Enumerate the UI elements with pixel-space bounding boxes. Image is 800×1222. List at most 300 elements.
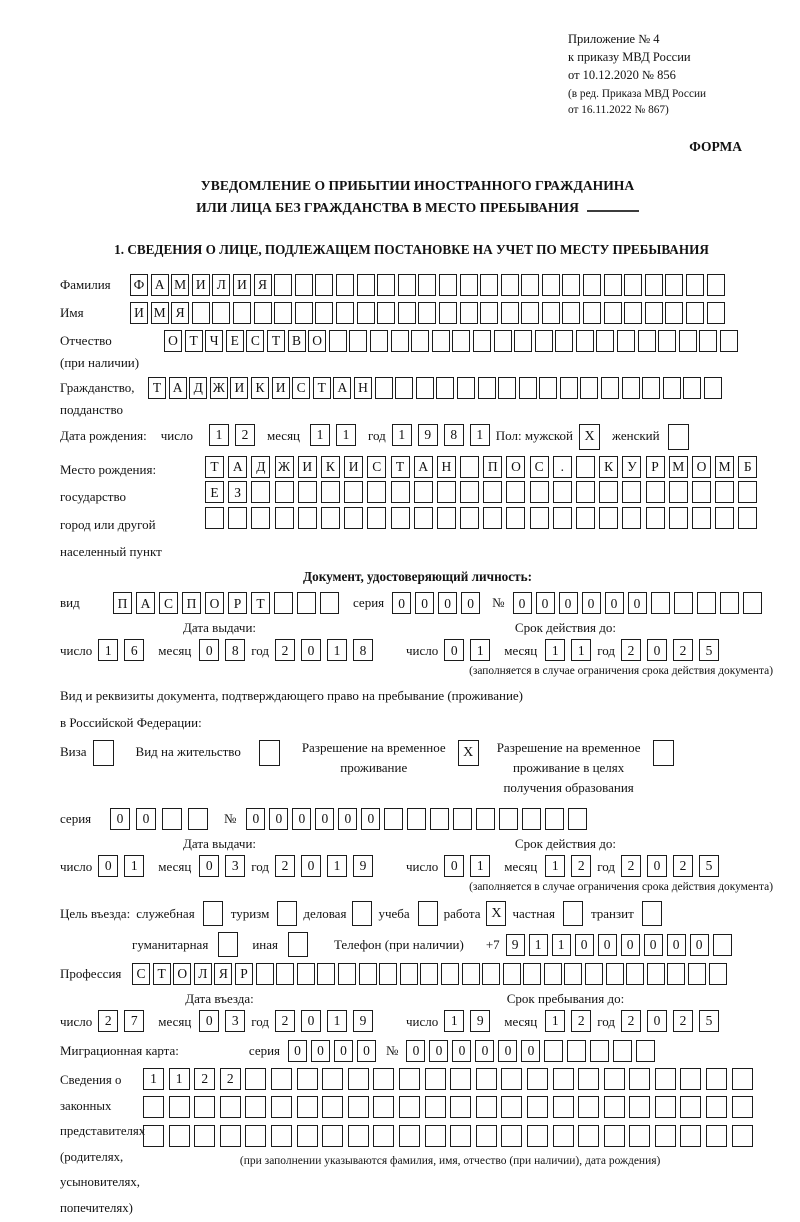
cell[interactable] <box>457 377 475 399</box>
cell[interactable] <box>646 481 665 503</box>
cell[interactable] <box>732 1096 753 1118</box>
issue-day-cells[interactable] <box>98 639 150 661</box>
cell[interactable]: 0 <box>621 934 640 956</box>
cell[interactable] <box>460 274 478 296</box>
cell[interactable]: Р <box>235 963 253 985</box>
cell[interactable] <box>338 963 356 985</box>
cell[interactable] <box>483 481 502 503</box>
cell[interactable] <box>377 274 395 296</box>
cell[interactable] <box>651 592 670 614</box>
cell[interactable] <box>692 507 711 529</box>
cell[interactable] <box>629 1125 650 1147</box>
cell[interactable] <box>568 808 587 830</box>
cell[interactable] <box>663 377 681 399</box>
cell[interactable]: 1 <box>470 424 490 446</box>
cell[interactable]: 1 <box>571 639 591 661</box>
cell[interactable]: Т <box>313 377 331 399</box>
cell[interactable] <box>707 302 725 324</box>
cell[interactable] <box>418 274 436 296</box>
cell[interactable]: 2 <box>571 1010 591 1032</box>
cell[interactable] <box>692 481 711 503</box>
cell[interactable] <box>655 1096 676 1118</box>
cell[interactable] <box>707 274 725 296</box>
cell[interactable]: 0 <box>429 1040 448 1062</box>
purpose-official-checkbox[interactable] <box>203 901 223 926</box>
expiry-day-cells[interactable] <box>444 639 496 661</box>
birth-month-cells[interactable] <box>310 424 362 446</box>
cell[interactable] <box>460 507 479 529</box>
cell[interactable]: 0 <box>575 934 594 956</box>
purpose-private-checkbox[interactable] <box>563 901 583 926</box>
cell[interactable]: Л <box>212 274 230 296</box>
cell[interactable]: Ж <box>210 377 228 399</box>
cell[interactable]: 0 <box>110 808 130 830</box>
cell[interactable]: 1 <box>327 639 347 661</box>
cell[interactable]: 8 <box>444 424 464 446</box>
doc-series-cells[interactable] <box>392 592 484 614</box>
cell[interactable] <box>578 1125 599 1147</box>
cell[interactable]: . <box>553 456 572 478</box>
cell[interactable] <box>629 1096 650 1118</box>
cell[interactable]: 9 <box>353 1010 373 1032</box>
cell[interactable] <box>542 274 560 296</box>
cell[interactable] <box>522 808 541 830</box>
cell[interactable] <box>359 963 377 985</box>
cell[interactable]: И <box>233 274 251 296</box>
temp-residence-edu-checkbox[interactable] <box>653 740 674 766</box>
cell[interactable] <box>220 1125 241 1147</box>
representatives-cells-row3[interactable] <box>143 1125 757 1147</box>
cell[interactable] <box>514 330 532 352</box>
cell[interactable] <box>336 302 354 324</box>
cell[interactable]: Н <box>354 377 372 399</box>
cell[interactable] <box>476 1068 497 1090</box>
cell[interactable] <box>706 1096 727 1118</box>
sex-female-checkbox[interactable] <box>668 424 689 450</box>
cell[interactable]: О <box>205 592 224 614</box>
cell[interactable]: 0 <box>415 592 434 614</box>
cell[interactable]: 0 <box>338 808 357 830</box>
cell[interactable]: 0 <box>461 592 480 614</box>
cell[interactable] <box>601 377 619 399</box>
cell[interactable]: 0 <box>311 1040 330 1062</box>
cell[interactable]: 0 <box>288 1040 307 1062</box>
cell[interactable] <box>553 1125 574 1147</box>
cell[interactable]: С <box>367 456 386 478</box>
cell[interactable]: 0 <box>513 592 532 614</box>
cell[interactable]: 0 <box>301 1010 321 1032</box>
expiry-month-cells[interactable] <box>545 855 597 877</box>
cell[interactable] <box>530 507 549 529</box>
cell[interactable] <box>315 274 333 296</box>
cell[interactable] <box>321 481 340 503</box>
cell[interactable] <box>298 481 317 503</box>
cell[interactable] <box>674 592 693 614</box>
cell[interactable]: 1 <box>327 1010 347 1032</box>
cell[interactable] <box>391 507 410 529</box>
cell[interactable]: 0 <box>269 808 288 830</box>
cell[interactable] <box>539 377 557 399</box>
cell[interactable]: 0 <box>246 808 265 830</box>
cell[interactable] <box>398 302 416 324</box>
cell[interactable]: 1 <box>545 855 565 877</box>
cell[interactable]: 5 <box>699 1010 719 1032</box>
cell[interactable] <box>523 963 541 985</box>
cell[interactable]: 2 <box>194 1068 215 1090</box>
cell[interactable] <box>555 330 573 352</box>
cell[interactable]: 2 <box>621 639 641 661</box>
cell[interactable]: 2 <box>673 855 693 877</box>
cell[interactable] <box>519 377 537 399</box>
cell[interactable] <box>373 1068 394 1090</box>
cell[interactable]: 1 <box>392 424 412 446</box>
cell[interactable] <box>665 302 683 324</box>
cell[interactable]: А <box>151 274 169 296</box>
cell[interactable] <box>254 302 272 324</box>
cell[interactable] <box>715 507 734 529</box>
cell[interactable]: 2 <box>275 1010 295 1032</box>
cell[interactable] <box>606 963 624 985</box>
cell[interactable] <box>642 377 660 399</box>
cell[interactable]: 2 <box>673 1010 693 1032</box>
cell[interactable]: П <box>182 592 201 614</box>
cell[interactable] <box>251 481 270 503</box>
cell[interactable]: П <box>483 456 502 478</box>
cell[interactable] <box>645 302 663 324</box>
cell[interactable] <box>375 377 393 399</box>
cell[interactable]: И <box>230 377 248 399</box>
cell[interactable] <box>647 963 665 985</box>
cell[interactable] <box>194 1096 215 1118</box>
cell[interactable] <box>713 934 732 956</box>
cell[interactable] <box>275 481 294 503</box>
cell[interactable]: В <box>288 330 306 352</box>
cell[interactable] <box>295 274 313 296</box>
cell[interactable] <box>638 330 656 352</box>
cell[interactable]: Б <box>738 456 757 478</box>
cell[interactable] <box>553 481 572 503</box>
cell[interactable] <box>715 481 734 503</box>
cell[interactable] <box>395 377 413 399</box>
cell[interactable]: 6 <box>124 639 144 661</box>
cell[interactable]: К <box>599 456 618 478</box>
cell[interactable] <box>336 274 354 296</box>
representatives-cells-row2[interactable] <box>143 1096 757 1118</box>
cell[interactable] <box>562 302 580 324</box>
given-name-cells[interactable] <box>130 302 727 324</box>
cell[interactable]: С <box>292 377 310 399</box>
cell[interactable]: Д <box>189 377 207 399</box>
cell[interactable] <box>391 481 410 503</box>
cell[interactable] <box>370 330 388 352</box>
cell[interactable] <box>521 274 539 296</box>
cell[interactable]: И <box>272 377 290 399</box>
birth-place-cells-row3[interactable] <box>205 507 762 529</box>
cell[interactable] <box>256 963 274 985</box>
doc-kind-cells[interactable] <box>113 592 343 614</box>
cell[interactable]: Е <box>226 330 244 352</box>
cell[interactable]: 9 <box>506 934 525 956</box>
cell[interactable] <box>297 1068 318 1090</box>
cell[interactable] <box>686 302 704 324</box>
cell[interactable] <box>344 481 363 503</box>
cell[interactable] <box>679 330 697 352</box>
cell[interactable] <box>367 481 386 503</box>
cell[interactable] <box>357 302 375 324</box>
expiry-month-cells[interactable] <box>545 639 597 661</box>
cell[interactable] <box>425 1125 446 1147</box>
cell[interactable] <box>553 1096 574 1118</box>
cell[interactable] <box>322 1125 343 1147</box>
cell[interactable]: П <box>113 592 132 614</box>
cell[interactable] <box>624 274 642 296</box>
cell[interactable] <box>251 507 270 529</box>
residence-permit-checkbox[interactable] <box>259 740 280 766</box>
residence-series-cells[interactable] <box>110 808 214 830</box>
cell[interactable]: Т <box>267 330 285 352</box>
cell[interactable] <box>275 507 294 529</box>
cell[interactable] <box>553 1068 574 1090</box>
cell[interactable] <box>697 592 716 614</box>
cell[interactable] <box>271 1125 292 1147</box>
cell[interactable]: 5 <box>699 855 719 877</box>
cell[interactable]: 0 <box>536 592 555 614</box>
cell[interactable] <box>399 1096 420 1118</box>
cell[interactable] <box>604 1068 625 1090</box>
purpose-business-checkbox[interactable] <box>352 901 372 926</box>
cell[interactable]: О <box>692 456 711 478</box>
cell[interactable]: С <box>246 330 264 352</box>
cell[interactable] <box>629 1068 650 1090</box>
cell[interactable] <box>188 808 208 830</box>
cell[interactable] <box>462 963 480 985</box>
cell[interactable] <box>562 274 580 296</box>
cell[interactable]: Т <box>391 456 410 478</box>
cell[interactable]: 5 <box>699 639 719 661</box>
cell[interactable]: 0 <box>647 855 667 877</box>
cell[interactable]: 1 <box>310 424 330 446</box>
cell[interactable] <box>738 507 757 529</box>
cell[interactable] <box>297 963 315 985</box>
mc-number-cells[interactable] <box>406 1040 659 1062</box>
cell[interactable]: Т <box>185 330 203 352</box>
cell[interactable]: 0 <box>647 639 667 661</box>
cell[interactable]: 0 <box>98 855 118 877</box>
cell[interactable] <box>437 481 456 503</box>
cell[interactable] <box>669 481 688 503</box>
cell[interactable] <box>553 507 572 529</box>
cell[interactable] <box>576 481 595 503</box>
cell[interactable]: 0 <box>690 934 709 956</box>
cell[interactable]: Р <box>646 456 665 478</box>
cell[interactable] <box>439 274 457 296</box>
cell[interactable] <box>480 274 498 296</box>
cell[interactable] <box>622 507 641 529</box>
cell[interactable] <box>576 330 594 352</box>
cell[interactable] <box>432 330 450 352</box>
cell[interactable] <box>645 274 663 296</box>
cell[interactable]: 0 <box>444 639 464 661</box>
cell[interactable] <box>709 963 727 985</box>
cell[interactable] <box>297 592 316 614</box>
cell[interactable]: 9 <box>470 1010 490 1032</box>
cell[interactable]: 2 <box>275 639 295 661</box>
cell[interactable] <box>322 1068 343 1090</box>
cell[interactable]: 9 <box>353 855 373 877</box>
cell[interactable]: О <box>506 456 525 478</box>
issue-day-cells[interactable] <box>98 855 150 877</box>
expiry-year-cells[interactable] <box>621 639 725 661</box>
cell[interactable]: 3 <box>225 1010 245 1032</box>
cell[interactable] <box>535 330 553 352</box>
cell[interactable] <box>357 274 375 296</box>
cell[interactable]: 2 <box>571 855 591 877</box>
cell[interactable] <box>576 507 595 529</box>
cell[interactable]: 0 <box>498 1040 517 1062</box>
cell[interactable]: М <box>151 302 169 324</box>
cell[interactable]: 0 <box>361 808 380 830</box>
profession-cells[interactable] <box>132 963 729 985</box>
cell[interactable] <box>271 1068 292 1090</box>
cell[interactable]: 2 <box>673 639 693 661</box>
cell[interactable]: 1 <box>336 424 356 446</box>
cell[interactable] <box>420 963 438 985</box>
cell[interactable]: 0 <box>438 592 457 614</box>
cell[interactable]: И <box>192 274 210 296</box>
cell[interactable]: 2 <box>621 1010 641 1032</box>
patronymic-cells[interactable] <box>164 330 741 352</box>
cell[interactable]: Т <box>205 456 224 478</box>
cell[interactable] <box>542 302 560 324</box>
cell[interactable]: 0 <box>667 934 686 956</box>
cell[interactable] <box>622 481 641 503</box>
cell[interactable] <box>501 274 519 296</box>
cell[interactable] <box>143 1125 164 1147</box>
cell[interactable] <box>476 1125 497 1147</box>
cell[interactable] <box>162 808 182 830</box>
cell[interactable] <box>400 963 418 985</box>
cell[interactable] <box>483 507 502 529</box>
cell[interactable] <box>576 456 595 478</box>
cell[interactable] <box>669 507 688 529</box>
cell[interactable]: М <box>715 456 734 478</box>
cell[interactable]: 0 <box>301 855 321 877</box>
cell[interactable] <box>680 1096 701 1118</box>
cell[interactable] <box>460 302 478 324</box>
cell[interactable] <box>604 302 622 324</box>
cell[interactable] <box>205 507 224 529</box>
cell[interactable] <box>460 456 479 478</box>
cell[interactable] <box>636 1040 655 1062</box>
cell[interactable]: 0 <box>392 592 411 614</box>
cell[interactable] <box>271 1096 292 1118</box>
cell[interactable] <box>476 808 495 830</box>
cell[interactable] <box>680 1068 701 1090</box>
cell[interactable]: Д <box>251 456 270 478</box>
cell[interactable]: 2 <box>235 424 255 446</box>
cell[interactable] <box>399 1068 420 1090</box>
cell[interactable] <box>441 963 459 985</box>
cell[interactable] <box>499 808 518 830</box>
stay-year-cells[interactable] <box>621 1010 725 1032</box>
cell[interactable] <box>450 1096 471 1118</box>
purpose-study-checkbox[interactable] <box>418 901 438 926</box>
cell[interactable] <box>414 507 433 529</box>
issue-month-cells[interactable] <box>199 855 251 877</box>
cell[interactable] <box>646 507 665 529</box>
cell[interactable]: А <box>333 377 351 399</box>
cell[interactable] <box>399 1125 420 1147</box>
cell[interactable]: Е <box>205 481 224 503</box>
cell[interactable]: Я <box>214 963 232 985</box>
cell[interactable] <box>599 481 618 503</box>
cell[interactable] <box>494 330 512 352</box>
cell[interactable]: Ф <box>130 274 148 296</box>
purpose-other-checkbox[interactable] <box>288 932 308 957</box>
cell[interactable] <box>297 1096 318 1118</box>
cell[interactable] <box>732 1125 753 1147</box>
birth-place-cells-row1[interactable] <box>205 456 762 478</box>
cell[interactable] <box>450 1125 471 1147</box>
cell[interactable]: Р <box>228 592 247 614</box>
cell[interactable] <box>349 330 367 352</box>
cell[interactable] <box>245 1068 266 1090</box>
cell[interactable]: 0 <box>406 1040 425 1062</box>
cell[interactable]: 0 <box>647 1010 667 1032</box>
expiry-day-cells[interactable] <box>444 855 496 877</box>
cell[interactable]: Т <box>153 963 171 985</box>
cell[interactable]: 0 <box>334 1040 353 1062</box>
entry-year-cells[interactable] <box>275 1010 379 1032</box>
cell[interactable] <box>436 377 454 399</box>
cell[interactable] <box>604 1125 625 1147</box>
cell[interactable] <box>425 1068 446 1090</box>
cell[interactable]: 7 <box>124 1010 144 1032</box>
cell[interactable] <box>680 1125 701 1147</box>
cell[interactable]: 2 <box>275 855 295 877</box>
cell[interactable] <box>439 302 457 324</box>
purpose-transit-checkbox[interactable] <box>642 901 662 926</box>
cell[interactable] <box>245 1096 266 1118</box>
cell[interactable] <box>732 1068 753 1090</box>
cell[interactable]: 0 <box>199 639 219 661</box>
mc-series-cells[interactable] <box>288 1040 380 1062</box>
cell[interactable] <box>544 1040 563 1062</box>
cell[interactable]: А <box>169 377 187 399</box>
cell[interactable]: О <box>173 963 191 985</box>
cell[interactable] <box>276 963 294 985</box>
cell[interactable] <box>667 963 685 985</box>
cell[interactable] <box>626 963 644 985</box>
cell[interactable] <box>411 330 429 352</box>
cell[interactable] <box>245 1125 266 1147</box>
cell[interactable]: 0 <box>582 592 601 614</box>
cell[interactable]: И <box>298 456 317 478</box>
cell[interactable]: Я <box>254 274 272 296</box>
cell[interactable] <box>295 302 313 324</box>
cell[interactable] <box>686 274 704 296</box>
cell[interactable] <box>416 377 434 399</box>
cell[interactable]: 0 <box>605 592 624 614</box>
cell[interactable] <box>585 963 603 985</box>
cell[interactable]: 3 <box>225 855 245 877</box>
entry-month-cells[interactable] <box>199 1010 251 1032</box>
cell[interactable]: К <box>321 456 340 478</box>
cell[interactable] <box>521 302 539 324</box>
cell[interactable] <box>530 481 549 503</box>
cell[interactable] <box>143 1096 164 1118</box>
cell[interactable]: С <box>132 963 150 985</box>
